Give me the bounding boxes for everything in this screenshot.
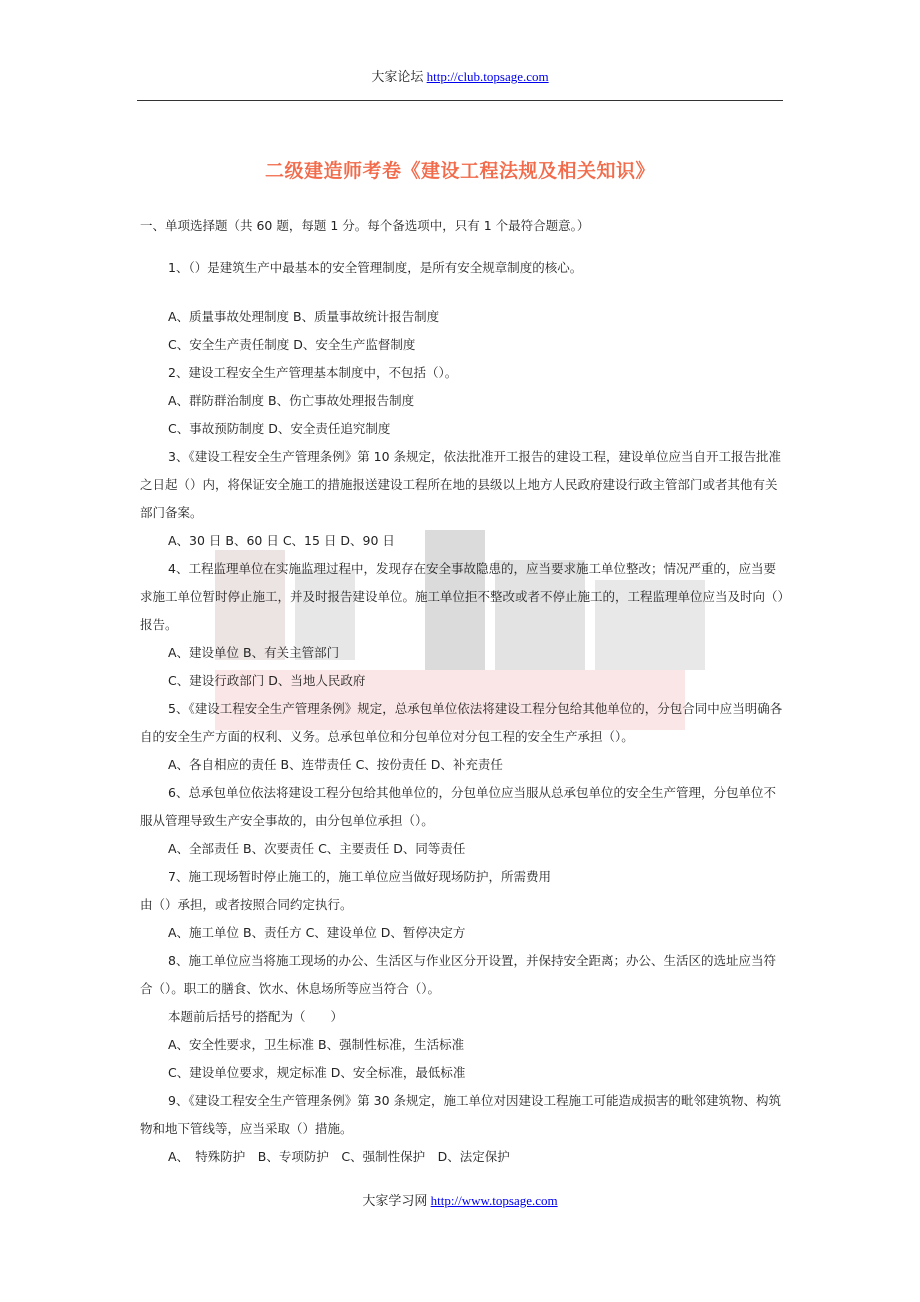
question-7-continuation: 由（）承担，或者按照合同约定执行。 — [140, 897, 353, 912]
question-5-options-1: A、各自相应的责任 B、连带责任 C、按份责任 D、补充责任 — [168, 757, 503, 772]
question-4-options-2: C、建设行政部门 D、当地人民政府 — [168, 673, 366, 688]
page-footer — [0, 1190, 920, 1209]
document-title: 二级建造师考卷《建设工程法规及相关知识》 — [264, 160, 655, 182]
section-heading: 一、单项选择题（共 60 题，每题 1 分。每个备选项中，只有 1 个最符合题意。） — [140, 218, 590, 233]
header-divider — [137, 100, 783, 101]
question-9-options-1: A、 特殊防护 B、专项防护 C、强制性保护 D、法定保护 — [168, 1149, 510, 1164]
question-2-options-2: C、事故预防制度 D、安全责任追究制度 — [168, 421, 391, 436]
question-1: 1、（）是建筑生产中最基本的安全管理制度，是所有安全规章制度的核心。 — [168, 260, 583, 275]
question-4-options-1: A、建设单位 B、有关主管部门 — [168, 645, 340, 660]
footer-site-name: 大家学习网 — [362, 1193, 428, 1208]
question-8-options-1: A、安全性要求，卫生标准 B、强制性标准，生活标准 — [168, 1037, 465, 1052]
footer-link[interactable]: http://www.topsage.com — [430, 1193, 558, 1208]
question-8-note: 本题前后括号的搭配为（ ） — [168, 1009, 344, 1024]
question-8: 8、施工单位应当将施工现场的办公、生活区与作业区分开设置，并保持安全距离；办公、生活区的选址应当符合（）。职工的膳食、饮水、休息场所等应当符合（）。 — [140, 953, 776, 996]
question-6: 6、总承包单位依法将建设工程分包给其他单位的，分包单位应当服从总承包单位的安全生产管理，分包单位不服从管理导致生产安全事故的，由分包单位承担（）。 — [140, 785, 776, 828]
header-site-name: 大家论坛 — [371, 69, 424, 84]
question-8-options-2: C、建设单位要求，规定标准 D、安全标准，最低标准 — [168, 1065, 466, 1080]
question-3: 3、《建设工程安全生产管理条例》第 10 条规定，依法批准开工报告的建设工程，建设单位应当自开工报告批准之日起（）内，将保证安全施工的措施报送建设工程所在地的县级以上地方人民政府建设行政主管部门或者其他有关部门备案。 — [140, 449, 782, 520]
question-5: 5、《建设工程安全生产管理条例》规定，总承包单位依法将建设工程分包给其他单位的，分包合同中应当明确各自的安全生产方面的权利、义务。总承包单位和分包单位对分包工程的安全生产承担（）。 — [140, 701, 783, 744]
header-link[interactable]: http://club.topsage.com — [426, 69, 549, 84]
question-2: 2、建设工程安全生产管理基本制度中，不包括（）。 — [168, 365, 458, 380]
question-9: 9、《建设工程安全生产管理条例》第 30 条规定，施工单位对因建设工程施工可能造成损害的毗邻建筑物、构筑物和地下管线等，应当采取（）措施。 — [140, 1093, 782, 1136]
document-body — [140, 212, 785, 1171]
question-7-options-1: A、施工单位 B、责任方 C、建设单位 D、暂停决定方 — [168, 925, 466, 940]
question-2-options-1: A、群防群治制度 B、伤亡事故处理报告制度 — [168, 393, 415, 408]
question-3-options-1: A、30 日 B、60 日 C、15 日 D、90 日 — [168, 533, 395, 548]
question-7: 7、施工现场暂时停止施工的，施工单位应当做好现场防护，所需费用 — [168, 869, 551, 884]
question-6-options-1: A、全部责任 B、次要责任 C、主要责任 D、同等责任 — [168, 841, 466, 856]
question-4: 4、工程监理单位在实施监理过程中，发现存在安全事故隐患的，应当要求施工单位整改；情况严重的，应当要求施工单位暂时停止施工，并及时报告建设单位。施工单位拒不整改或者不停止施工的，工程监理单位应当及时向（）报告。 — [140, 561, 784, 632]
page-header — [0, 66, 920, 85]
question-1-options-1: A、质量事故处理制度 B、质量事故统计报告制度 — [168, 309, 440, 324]
question-1-options-2: C、安全生产责任制度 D、安全生产监督制度 — [168, 337, 416, 352]
